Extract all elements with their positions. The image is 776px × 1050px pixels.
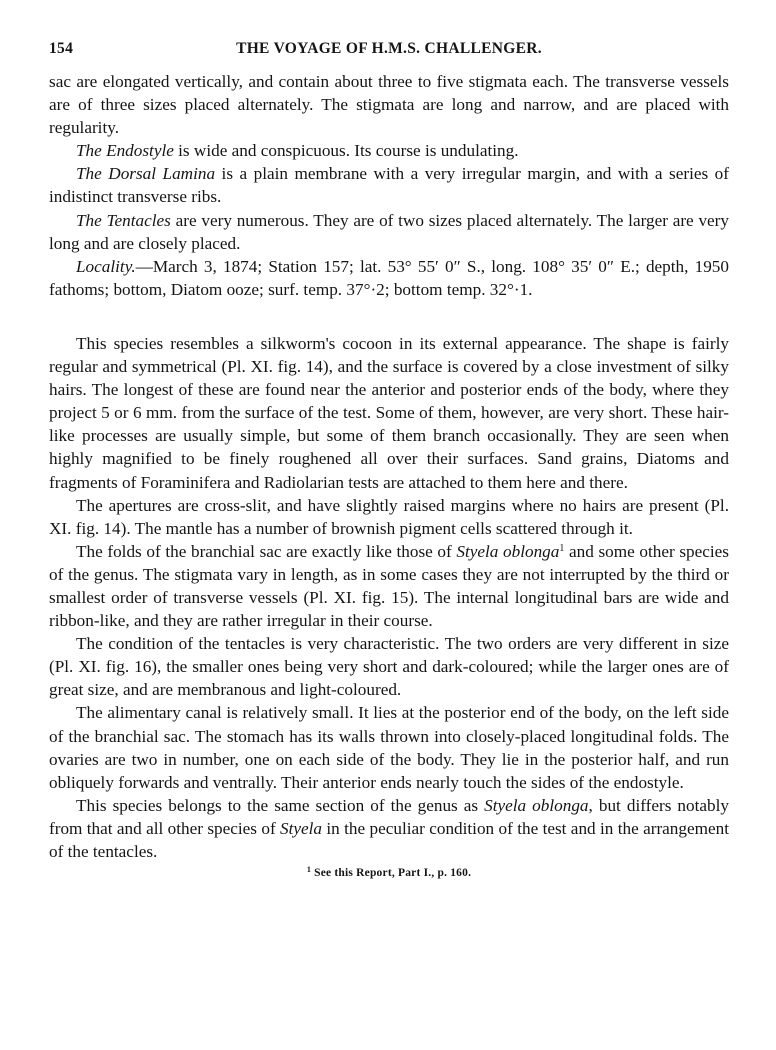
page (49, 40, 729, 879)
footnote-marker: 1 (306, 865, 312, 875)
endostyle-label: The Endostyle (76, 141, 174, 161)
external-appearance-paragraph: This species resembles a silkworm's cocoon in its external appearance. The shape is fairly regular and symmetrical (Pl. XI. fig. 14), and the surface is covered by a close investment of silky hairs. The longest of these are found near the anterior and posterior ends of the body, where they project 5 or 6 mm. from the surface of the test. Some of them, however, are very short. These hair-like processes are usually simple, but some of them branch occasionally. They are seen when highly magnified to be finely roughened all over their surfaces. Sand grains, Diatoms and fragments of Foraminifera and Radiolarian tests are attached to them here and there. (49, 333, 729, 492)
locality-paragraph: Locality.—March 3, 1874; Station 157; lat. 53° 55′ 0″ S., long. 108° 35′ 0″ E.; depth, 1950 fathoms; bottom, Diatom ooze; surf. temp. 37°·2; bottom temp. 32°·1. (49, 256, 729, 299)
genus-name: Styela (280, 818, 323, 838)
alimentary-canal-paragraph: The alimentary canal is relatively small. It lies at the posterior end of the body, on the left side of the branchial sac. The stomach has its walls thrown into closely-placed longitudinal folds. The ovaries are two in number, one on each side of the body. They lie in the posterior half, and run obliquely forwards and ventrally. Their anterior ends nearly touch the sides of the endostyle. (49, 703, 729, 792)
tentacles-condition-paragraph: The condition of the tentacles is very characteristic. The two orders are very different in size (Pl. XI. fig. 16), the smaller ones being very short and dark-coloured; while the larger ones are of great size, and are membranous and light-coloured. (49, 634, 729, 700)
running-head: THE VOYAGE OF H.M.S. CHALLENGER. (236, 40, 542, 57)
body-text (49, 70, 729, 863)
dorsal-lamina-paragraph: The Dorsal Lamina is a plain membrane with a very irregular margin, and with a series of indistinct transverse ribs. (49, 164, 730, 207)
species-name: Styela oblonga (456, 541, 560, 561)
branchial-sac-paragraph: sac are elongated vertically, and contain about three to five stigmata each. The transverse vessels are of three sizes placed alternately. The stigmata are long and narrow, and are placed with regularity. (49, 72, 729, 138)
classification-paragraph: This species belongs to the same section of the genus as Styela oblonga, but differs notably from that and all other species of Styela in the peculiar condition of the test and in the arrangement of the tentacles. (49, 795, 729, 861)
species-name: Styela oblonga (484, 795, 589, 815)
footnote (49, 867, 729, 879)
tentacles-paragraph: The Tentacles are very numerous. They are of two sizes placed alternately. The larger are very long and are closely placed. (49, 210, 729, 253)
endostyle-paragraph: The Endostyle is wide and conspicuous. Its course is undulating. (76, 141, 519, 161)
footnote-text: See this Report, Part I., p. 160. (311, 867, 472, 880)
section-gap (49, 301, 729, 332)
page-number: 154 (49, 40, 74, 57)
apertures-paragraph: The apertures are cross-slit, and have slightly raised margins where no hairs are present (Pl. XI. fig. 14). The mantle has a number of brownish pigment cells scattered through it. (49, 495, 729, 538)
footnote-reference: 1 (559, 542, 565, 554)
branchial-folds-paragraph: The folds of the branchial sac are exactly like those of Styela oblonga$^1$ and some other species of the genus. The stigmata vary in length, as in some cases they are not interrupted by the third or smallest order of transverse vessels (Pl. XI. fig. 15). The internal longitudinal bars are wide and ribbon-like, and they are rather irregular in their course. (49, 541, 729, 631)
tentacles-label: The Tentacles (76, 210, 171, 230)
locality-label: Locality. (76, 256, 136, 276)
page-header (49, 40, 729, 70)
dorsal-lamina-label: The Dorsal Lamina (76, 164, 216, 184)
